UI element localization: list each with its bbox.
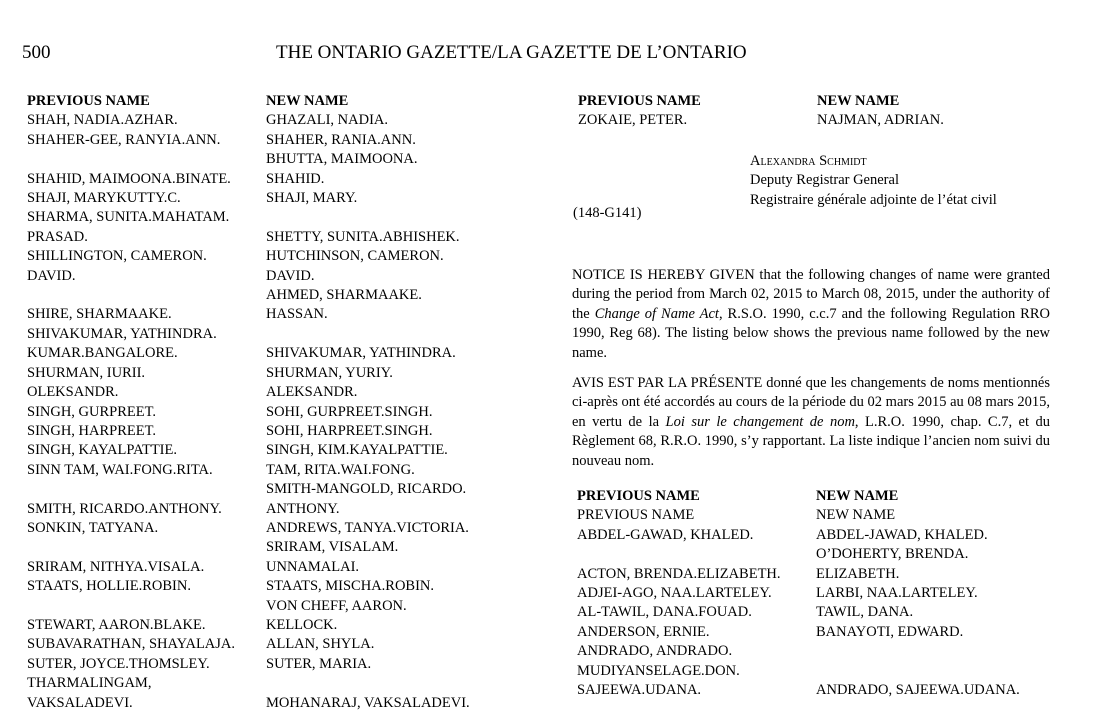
table-row <box>27 635 506 654</box>
right-name-table-top <box>578 92 1057 131</box>
table-row <box>577 603 1056 622</box>
previous-name-cell <box>27 150 266 169</box>
table-row <box>27 189 506 208</box>
notice-fr-part1: AVIS EST PAR LA PRÉSENTE donné que les changements de noms mentionnés ci-après ont été accordés au cours de la période du 02 mars 2015 au 08 mars 2015, en vertu de la <box>572 375 1050 430</box>
previous-name-cell: PRASAD. <box>27 228 88 245</box>
notice-en-act: Change of Name Act <box>594 305 719 322</box>
table-row <box>27 364 506 383</box>
previous-name-cell: AL-TAWIL, DANA.FOUAD. <box>577 604 752 621</box>
previous-name-cell: PREVIOUS NAME <box>577 507 695 524</box>
table-row <box>27 441 506 460</box>
previous-name-cell: SHARMA, SUNITA.MAHATAM. <box>27 209 230 226</box>
table-row <box>27 170 506 189</box>
new-name-cell: ABDEL-JAWAD, KHALED. <box>816 526 988 543</box>
table-row <box>577 584 1056 603</box>
previous-name-cell: SHAHID, MAIMOONA.BINATE. <box>27 170 231 187</box>
previous-name-cell <box>27 480 266 499</box>
signature-block <box>750 152 997 210</box>
new-name-cell: SHAHER, RANIA.ANN. <box>266 131 416 148</box>
previous-name-cell: ANDERSON, ERNIE. <box>577 623 710 640</box>
new-name-cell <box>266 325 506 344</box>
previous-name-cell: SUTER, JOYCE.THOMSLEY. <box>27 655 210 672</box>
column-header-new: NEW NAME <box>816 488 899 504</box>
column-header-previous: PREVIOUS NAME <box>578 93 701 109</box>
previous-name-cell <box>27 538 266 557</box>
table-row <box>577 623 1056 642</box>
table-row <box>27 247 506 266</box>
previous-name-cell: SONKIN, TATYANA. <box>27 519 159 536</box>
previous-name-cell: OLEKSANDR. <box>27 384 119 401</box>
previous-name-cell: DAVID. <box>27 267 76 284</box>
signatory-name: Alexandra Schmidt <box>750 153 867 169</box>
column-header-row <box>577 487 1056 506</box>
previous-name-cell: STEWART, AARON.BLAKE. <box>27 616 206 633</box>
previous-name-cell: ZOKAIE, PETER. <box>578 112 688 129</box>
column-header-row <box>578 92 1057 111</box>
table-row <box>27 286 506 305</box>
new-name-cell: HASSAN. <box>266 306 328 323</box>
new-name-cell: UNNAMALAI. <box>266 558 360 575</box>
new-name-cell: BANAYOTI, EDWARD. <box>816 623 964 640</box>
previous-name-cell: ABDEL-GAWAD, KHALED. <box>577 526 754 543</box>
notice-en-part1: NOTICE IS HEREBY GIVEN that the following changes of name were granted during the period from March 02, 2015 to March 08, 2015, under the authority of the <box>572 267 1050 322</box>
previous-name-cell: STAATS, HOLLIE.ROBIN. <box>27 578 191 595</box>
table-row <box>27 616 506 635</box>
new-name-cell: TAWIL, DANA. <box>816 604 914 621</box>
table-row <box>27 597 506 616</box>
new-name-cell: SOHI, HARPREET.SINGH. <box>266 422 433 439</box>
new-name-cell: SHURMAN, YURIY. <box>266 364 393 381</box>
table-row <box>27 519 506 538</box>
new-name-cell: ANTHONY. <box>266 500 340 517</box>
new-name-cell: SHAHID. <box>266 170 325 187</box>
previous-name-cell: SHIRE, SHARMAAKE. <box>27 306 172 323</box>
new-name-cell: SINGH, KIM.KAYALPATTIE. <box>266 442 448 459</box>
new-name-cell: O’DOHERTY, BRENDA. <box>816 546 969 563</box>
previous-name-cell: SHIVAKUMAR, YATHINDRA. <box>27 325 217 342</box>
table-row <box>27 150 506 169</box>
previous-name-cell: SMITH, RICARDO.ANTHONY. <box>27 500 222 517</box>
previous-name-cell: ADJEI-AGO, NAA.LARTELEY. <box>577 585 772 602</box>
table-row <box>577 681 1056 700</box>
notice-en-part2: , R.S.O. 1990, c.c.7 and the following Regulation RRO 1990, Reg 68). The listing below shows the previous name followed by the new name. <box>572 305 1050 361</box>
new-name-cell: SHAJI, MARY. <box>266 190 358 207</box>
new-name-cell: ANDREWS, TANYA.VICTORIA. <box>266 519 469 536</box>
column-header-row <box>27 92 506 111</box>
table-row <box>27 422 506 441</box>
new-name-cell: ALLAN, SHYLA. <box>266 636 375 653</box>
previous-name-cell: SINGH, KAYALPATTIE. <box>27 442 177 459</box>
previous-name-cell: SHAH, NADIA.AZHAR. <box>27 112 178 129</box>
table-row <box>577 545 1056 564</box>
new-name-cell: SUTER, MARIA. <box>266 655 372 672</box>
new-name-cell: LARBI, NAA.LARTELEY. <box>816 585 978 602</box>
previous-name-cell: VAKSALADEVI. <box>27 694 133 711</box>
new-name-cell: SHIVAKUMAR, YATHINDRA. <box>266 345 456 362</box>
new-name-cell: VON CHEFF, AARON. <box>266 597 407 614</box>
notice-code: (148-G141) <box>573 205 642 221</box>
previous-name-cell: SHILLINGTON, CAMERON. <box>27 248 207 265</box>
page-number: 500 <box>22 42 51 63</box>
table-row <box>27 480 506 499</box>
table-row <box>27 461 506 480</box>
new-name-cell <box>816 642 1056 661</box>
right-name-table-bottom <box>577 487 1056 700</box>
new-name-cell <box>266 208 506 227</box>
signatory-title-en: Deputy Registrar General <box>750 172 899 189</box>
table-row <box>27 674 506 693</box>
new-name-cell: ALEKSANDR. <box>266 384 358 401</box>
previous-name-cell <box>27 597 266 616</box>
new-name-cell: SHETTY, SUNITA.ABHISHEK. <box>266 228 460 245</box>
previous-name-cell: KUMAR.BANGALORE. <box>27 345 178 362</box>
table-row <box>27 383 506 402</box>
notice-english <box>572 266 1050 363</box>
table-row <box>27 267 506 286</box>
notice-fr-part2: , L.R.O. 1990, chap. C.7, et du Règlement 68, R.R.O. 1990, s’y rapportant. La liste indique l’ancien nom suivi du nouveau nom. <box>572 413 1050 469</box>
previous-name-cell: SHAHER-GEE, RANYIA.ANN. <box>27 131 221 148</box>
column-header-previous: PREVIOUS NAME <box>577 488 700 504</box>
new-name-cell: KELLOCK. <box>266 616 338 633</box>
new-name-cell: AHMED, SHARMAAKE. <box>266 287 422 304</box>
previous-name-cell: SINN TAM, WAI.FONG.RITA. <box>27 461 213 478</box>
table-row <box>578 111 1057 130</box>
previous-name-cell: THARMALINGAM, <box>27 675 152 692</box>
new-name-cell: MOHANARAJ, VAKSALADEVI. <box>266 694 470 711</box>
new-name-cell: NAJMAN, ADRIAN. <box>817 112 944 129</box>
notice-fr-act: Loi sur le changement de nom <box>665 413 855 430</box>
new-name-cell: ANDRADO, SAJEEWA.UDANA. <box>816 682 1020 699</box>
previous-name-cell: SHAJI, MARYKUTTY.C. <box>27 190 181 207</box>
previous-name-cell: ACTON, BRENDA.ELIZABETH. <box>577 565 781 582</box>
previous-name-cell <box>577 545 816 564</box>
previous-name-cell: SAJEEWA.UDANA. <box>577 682 702 699</box>
previous-name-cell <box>27 286 266 305</box>
table-row <box>27 694 506 713</box>
new-name-cell: SRIRAM, VISALAM. <box>266 539 399 556</box>
table-row <box>577 506 1056 525</box>
new-name-cell: TAM, RITA.WAI.FONG. <box>266 461 415 478</box>
previous-name-cell: MUDIYANSELAGE.DON. <box>577 662 740 679</box>
table-row <box>577 526 1056 545</box>
notice-french <box>572 374 1050 471</box>
left-name-table <box>27 92 506 713</box>
table-row <box>27 111 506 130</box>
new-name-cell: ELIZABETH. <box>816 565 900 582</box>
new-name-cell: SOHI, GURPREET.SINGH. <box>266 403 433 420</box>
new-name-cell: NEW NAME <box>816 507 896 524</box>
table-row <box>27 131 506 150</box>
table-row <box>577 642 1056 661</box>
column-header-new: NEW NAME <box>817 93 900 109</box>
table-row <box>27 305 506 324</box>
table-row <box>27 538 506 557</box>
table-row <box>27 325 506 344</box>
new-name-cell: SMITH-MANGOLD, RICARDO. <box>266 481 467 498</box>
previous-name-cell: ANDRADO, ANDRADO. <box>577 643 733 660</box>
table-row <box>577 662 1056 681</box>
column-header-new: NEW NAME <box>266 93 349 109</box>
table-row <box>27 655 506 674</box>
new-name-cell: BHUTTA, MAIMOONA. <box>266 151 418 168</box>
new-name-cell <box>266 674 506 693</box>
previous-name-cell: SINGH, GURPREET. <box>27 403 157 420</box>
table-row <box>27 228 506 247</box>
new-name-cell: DAVID. <box>266 267 315 284</box>
table-row <box>27 500 506 519</box>
previous-name-cell: SHURMAN, IURII. <box>27 364 146 381</box>
new-name-cell: HUTCHINSON, CAMERON. <box>266 248 444 265</box>
new-name-cell <box>816 662 1056 681</box>
table-row <box>27 208 506 227</box>
previous-name-cell: SINGH, HARPREET. <box>27 422 157 439</box>
new-name-cell: GHAZALI, NADIA. <box>266 112 389 129</box>
column-header-previous: PREVIOUS NAME <box>27 93 150 109</box>
table-row <box>27 344 506 363</box>
table-row <box>27 577 506 596</box>
previous-name-cell: SUBAVARATHAN, SHAYALAJA. <box>27 636 236 653</box>
new-name-cell: STAATS, MISCHA.ROBIN. <box>266 578 435 595</box>
table-row <box>577 565 1056 584</box>
table-row <box>27 403 506 422</box>
gazette-title: THE ONTARIO GAZETTE/LA GAZETTE DE L’ONTARIO <box>276 42 747 63</box>
table-row <box>27 558 506 577</box>
signatory-title-fr: Registraire générale adjointe de l’état civil <box>750 191 997 208</box>
previous-name-cell: SRIRAM, NITHYA.VISALA. <box>27 558 205 575</box>
